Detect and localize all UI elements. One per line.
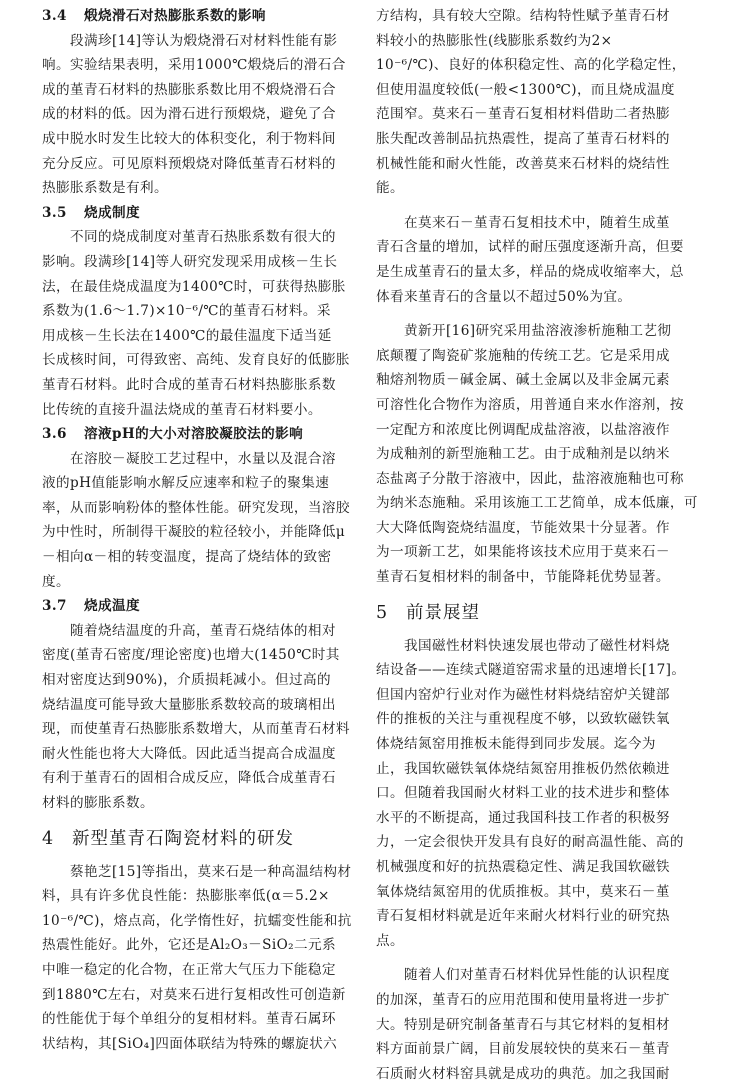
heading-text: 溶液pH的大小对溶胶凝胶法的影响 [84,426,304,443]
body-text-line: 机械性能和耐火性能，改善莫来石材料的烧结性 [376,155,670,172]
body-text-line: 蔡艳芝[15]等指出，莫来石是一种高温结构材 [70,863,352,880]
body-text-line: 机械强度和好的抗热震稳定性、满足我国软磁铁 [376,859,670,875]
body-text-line: 结设备——连续式隧道窑需求量的迅速增长[17]。 [376,662,686,679]
body-text-line: 长成核时间，可得致密、高纯、发育良好的低膨胀 [42,352,350,369]
body-text-line: 10⁻⁶/℃)，熔点高，化学惰性好，抗蠕变性能和抗 [42,912,352,929]
body-text-line: 体烧结氮窑用推板未能得到同步发展。迄今为 [376,736,656,753]
body-text-line: 大大降低陶瓷烧结温度，节能效果十分显著。作 [376,519,670,536]
body-text-line: 料较小的热膨胀性(线膨胀系数约为2× [376,32,613,49]
right-column [376,4,698,1086]
heading-text: 烧成制度 [84,204,140,221]
body-text-line: 我国磁性材料快速发展也带动了磁性材料烧 [404,637,670,654]
heading-text: 前景展望 [406,602,480,623]
body-text-line: 口。但随着我国耐火材料工业的技术进步和整体 [376,785,670,802]
body-text-line: 密度(堇青石密度/理论密度)也增大(1450℃时其 [42,647,340,664]
body-text-line: 范围窄。莫来石－堇青石复相材料借助二者热膨 [376,106,670,123]
body-text-line: 胀失配改善制品抗热震性，提高了堇青石材料的 [376,130,670,147]
body-text-line: 但使用温度较低(一般<1300℃)，而且烧成温度 [376,81,675,98]
body-text-line: 力，一定会很快开发具有良好的耐高温性能、高的 [376,834,684,851]
heading-number: 3.5 [42,204,67,221]
body-text-line: 随着人们对堇青石材料优异性能的认识程度 [404,967,670,984]
subsection-heading [42,422,364,447]
heading-text: 烧成温度 [84,598,140,615]
body-text-line: 料，具有许多优良性能：热膨胀率低(α＝5.2× [42,888,330,905]
body-text-line: 现，而使堇青石热膨胀系数增大，从而堇青石材料 [42,721,350,738]
body-text-line: 大。特别是研究制备堇青石与其它材料的复相材 [376,1016,670,1033]
body-text-line: 料方面前景广阔，目前发展较快的莫来石－堇青 [376,1041,670,1058]
body-text-line: 的加深，堇青石的应用范围和使用量将进一步扩 [376,991,670,1008]
body-text-line: 堇青石材料。此时合成的堇青石材料热膨胀系数 [42,376,336,393]
body-text-line: 为中性时，所制得干凝胶的粒径较小，并能降低μ [42,524,346,541]
heading-text: 煅烧滑石对热膨胀系数的影响 [84,8,266,24]
body-text-line: 液的pH值能影响水解反应速率和粒子的聚集速 [42,475,330,492]
subsection-heading [42,594,364,619]
paragraph-gap [376,201,698,211]
body-text-line: 段满珍[14]等认为煅烧滑石对材料性能有影 [70,32,338,49]
body-text-line: 烧结温度可能导致大量膨胀系数较高的玻璃相出 [42,696,336,713]
body-text-line: 底颠覆了陶瓷矿浆施釉的传统工艺。它是采用成 [376,347,670,364]
body-text-line: 方结构，具有较大空隙。结构特性赋予堇青石材 [376,8,670,24]
body-text-line: 系数为(1.6～1.7)×10⁻⁶/℃的堇青石材料。采 [42,303,331,320]
heading-number: 3.6 [42,426,67,443]
heading-number: 4 [42,828,55,849]
heading-number: 3.4 [42,8,67,24]
body-text-line: 件的推板的关注与重视程度不够，以致软磁铁氧 [376,711,670,728]
body-text-line: 有利于堇青石的固相合成反应，降低合成堇青石 [42,770,336,787]
body-text-line: 为成釉剂的新型施釉工艺。由于成釉剂是以纳米 [376,446,670,463]
subsection-heading [42,4,364,29]
body-text-line: 法，在最佳烧成温度为1400℃时，可获得热膨胀 [42,278,346,295]
body-text-line: 青石复相材料就是近年来耐火材料行业的研究热 [376,908,670,925]
body-text-line: 相对密度达到90%)，介质损耗减小。但过高的 [42,672,332,689]
body-text-line: 点。 [376,932,404,949]
body-text-line: 氧体烧结氮窑用的优质推板。其中，莫来石－堇 [376,883,670,900]
body-text-line: 到1880℃左右，对莫来石进行复相改性可创造新 [42,986,346,1003]
body-text-line: 水平的不断提高，通过我国科技工作者的积极努 [376,809,670,826]
body-text-line: 充分反应。可见原料预煅烧对降低堇青石材料的 [42,155,336,172]
body-text-line: 在莫来石－堇青石复相技术中，随着生成堇 [404,214,670,231]
body-text-line: 态盐离子分散于溶液中，因此，盐溶液施釉也可称 [376,470,684,487]
body-text-line: 成的堇青石材料的热膨胀系数比用不煅烧滑石合 [42,81,336,98]
body-text-line: 为纳米态施釉。采用该施工工艺简单，成本低廉，可 [376,495,698,512]
body-text-line: 影响。段满珍[14]等人研究发现采用成核－生长 [42,253,338,270]
body-text-line: 比传统的直接升温法烧成的堇青石材料要小。 [42,401,322,418]
body-text-line: 是生成堇青石的量太多，样品的烧成收缩率大，总 [376,263,684,280]
body-text-line: 热震性能好。此外，它还是Al₂O₃－SiO₂二元系 [42,937,336,954]
body-text-line: 率，从而影响粉体的整体性能。研究发现，当溶胶 [42,499,350,516]
body-text-line: 黄新开[16]研究采用盐溶液渗析施釉工艺彻 [404,323,672,340]
body-text-line: 但国内窑炉行业对作为磁性材料烧结窑炉关键部 [376,686,670,703]
body-text-line: 能。 [376,180,404,197]
body-text-line: 成的材料的低。因为滑石进行预煅烧，避免了合 [42,106,336,123]
body-text-line: 石质耐火材料窑具就是成功的典范。加之我国耐 [376,1065,670,1082]
subsection-heading [42,201,364,226]
body-text-line: 体看来堇青石的含量以不超过50%为宜。 [376,288,632,305]
heading-number: 5 [376,602,389,623]
body-text-line: －相向α－相的转变温度，提高了烧结体的致密 [42,549,332,566]
left-column [42,4,364,1056]
body-text-line: 止，我国软磁铁氧体烧结氮窑用推板仍然依赖进 [376,760,670,777]
body-text-line: 不同的烧成制度对堇青石热胀系数有很大的 [70,229,336,246]
body-text-line: 可溶性化合物作为溶质，用普通自来水作溶剂，按 [376,396,684,413]
paragraph-gap [376,309,698,319]
body-text-line: 的性能优于每个单组分的复相材料。堇青石属环 [42,1011,336,1028]
body-text-line: 用成核－生长法在1400℃的最佳温度下适当延 [42,327,332,344]
body-text-line: 在溶胶－凝胶工艺过程中，水量以及混合溶 [70,450,336,467]
section-heading [376,596,698,630]
body-text-line: 成中脱水时发生比较大的体积变化，利于物料间 [42,130,336,147]
heading-number: 3.7 [42,598,67,615]
body-text-line: 中唯一稳定的化合物，在正常大气压力下能稳定 [42,961,336,978]
body-text-line: 为一项新工艺，如果能将该技术应用于莫来石－ [376,544,670,561]
body-text-line: 青石含量的增加，试样的耐压强度逐渐升高，但要 [376,239,684,256]
body-text-line: 耐火性能也将大大降低。因此适当提高合成温度 [42,745,336,762]
body-text-line: 一定配方和浓度比例调配成盐溶液，以盐溶液作 [376,421,670,438]
body-text-line: 材料的膨胀系数。 [42,795,154,811]
section-heading [42,822,364,856]
body-text-line: 10⁻⁶/℃)、良好的体积稳定性、高的化学稳定性， [376,57,686,74]
body-text-line: 响。实验结果表明，采用1000℃煅烧后的滑石合 [42,57,346,74]
heading-text: 新型堇青石陶瓷材料的研发 [72,828,294,849]
paragraph-gap [376,953,698,963]
body-text-line: 随着烧结温度的升高，堇青石烧结体的相对 [70,622,336,639]
body-text-line: 堇青石复相材料的制备中，节能降耗优势显著。 [376,569,670,586]
body-text-line: 釉熔剂物质－碱金属、碱土金属以及非金属元素 [376,372,670,389]
body-text-line: 热膨胀系数是有利。 [42,180,168,197]
body-text-line: 度。 [42,573,70,590]
body-text-line: 状结构，其[SiO₄]四面体联结为特殊的螺旋状六 [42,1035,338,1052]
